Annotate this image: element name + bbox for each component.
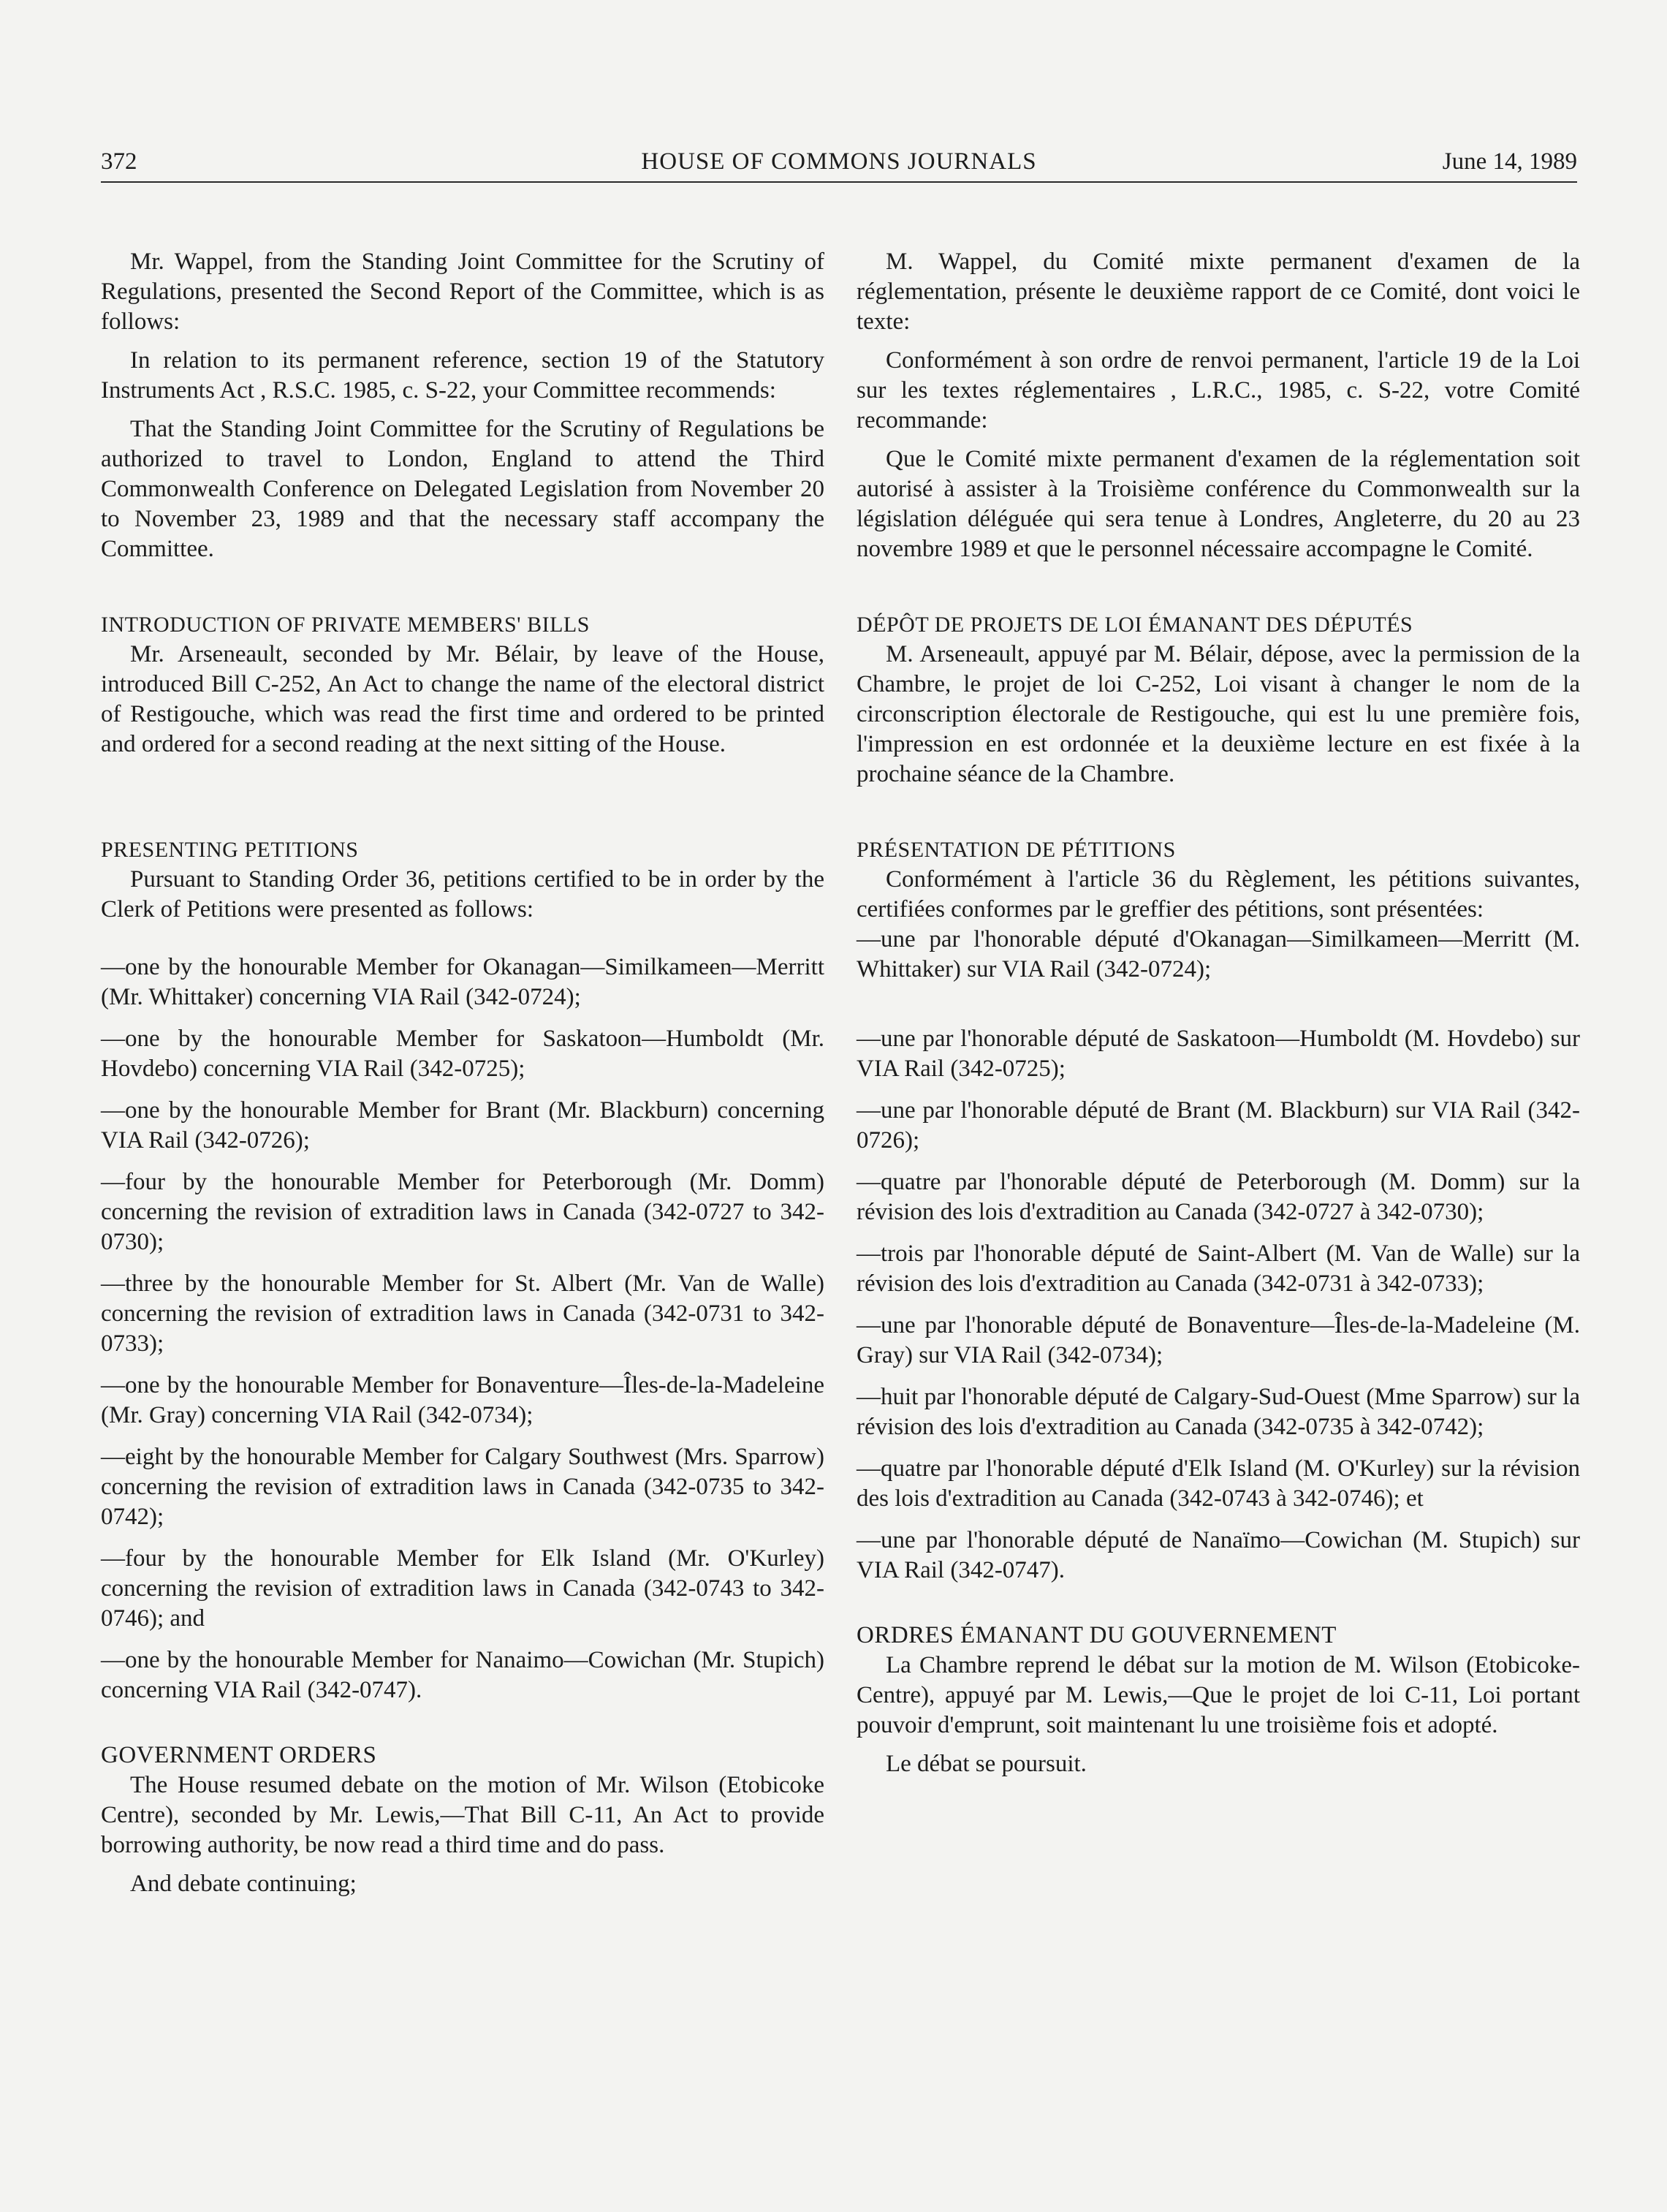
running-header [101, 143, 1577, 180]
committee-intro-fr: M. Wappel, du Comité mixte permanent d'examen de la réglementation, présente le deuxième rapport de ce Comité, dont voici le texte: [857, 249, 1580, 335]
header-rule [101, 181, 1577, 183]
debate-continuing: And debate continuing; [130, 1871, 357, 1897]
petition-item-fr: —une par l'honorable député d'Okanagan—Similkameen—Merritt (M. Whittaker) sur VIA Rail (342-0724); [857, 926, 1580, 982]
committee-recommendation-fr: Que le Comité mixte permanent d'examen de la réglementation soit autorisé à assister à la Troisième conférence du Commonwealth sur la législation déléguée qui sera tenue à Londres, Angleterre, du 20 au 23 novembre 1989 et que le personnel nécessaire accompagne le Comité. [857, 446, 1580, 562]
petition-item: —one by the honourable Member for Nanaimo—Cowichan (Mr. Stupich) concerning VIA Rail (342-0747). [101, 1647, 824, 1703]
petition-item: —three by the honourable Member for St. Albert (Mr. Van de Walle) concerning the revision of extradition laws in Canada (342-0731 to 342-0733); [101, 1270, 824, 1357]
petition-item-fr: —une par l'honorable député de Bonaventure—Îles-de-la-Madeleine (M. Gray) sur VIA Rail (342-0734); [857, 1312, 1580, 1368]
government-heading-fr: ORDRES ÉMANANT DU GOUVERNEMENT [857, 1622, 1337, 1648]
petition-item: —four by the honourable Member for Peterborough (Mr. Domm) concerning the revision of extradition laws in Canada (342-0727 to 342-0730); [101, 1169, 824, 1255]
petition-item: —one by the honourable Member for Brant (Mr. Blackburn) concerning VIA Rail (342-0726); [101, 1097, 824, 1154]
petition-item: —four by the honourable Member for Elk Island (Mr. O'Kurley) concerning the revision of extradition laws in Canada (342-0743 to 342-0746); and [101, 1545, 824, 1632]
petition-item-fr: —quatre par l'honorable député de Peterborough (M. Domm) sur la révision des lois d'extradition au Canada (342-0727 à 342-0730); [857, 1169, 1580, 1225]
petition-item: —one by the honourable Member for Bonaventure—Îles-de-la-Madeleine (Mr. Gray) concerning VIA Rail (342-0734); [101, 1372, 824, 1428]
government-heading: GOVERNMENT ORDERS [101, 1742, 377, 1768]
petition-item: —one by the honourable Member for Saskatoon—Humboldt (Mr. Hovdebo) concerning VIA Rail (342-0725); [101, 1026, 824, 1082]
petition-item-fr: —quatre par l'honorable député d'Elk Island (M. O'Kurley) sur la révision des lois d'extradition au Canada (342-0743 à 342-0746); et [857, 1455, 1580, 1512]
debate-continuing-fr: Le débat se poursuit. [886, 1751, 1087, 1777]
english-column [101, 247, 824, 1899]
french-column [857, 247, 1580, 1779]
petitions-intro: Pursuant to Standing Order 36, petitions certified to be in order by the Clerk of Petitions were presented as follows: [101, 866, 824, 923]
government-text-fr: La Chambre reprend le débat sur la motion de M. Wilson (Etobicoke-Centre), appuyé par M. Lewis,—Que le projet de loi C-11, Loi portant pouvoir d'emprunt, soit maintenant lu une troisième fois et adopté. [857, 1652, 1580, 1738]
petition-item: —one by the honourable Member for Okanagan—Similkameen—Merritt (Mr. Whittaker) concerning VIA Rail (342-0724); [101, 954, 824, 1010]
bills-heading-fr: DÉPÔT DE PROJETS DE LOI ÉMANANT DES DÉPUTÉS [857, 613, 1413, 637]
petition-item-fr: —une par l'honorable député de Saskatoon—Humboldt (M. Hovdebo) sur VIA Rail (342-0725); [857, 1026, 1580, 1082]
committee-reference-fr: Conformément à son ordre de renvoi permanent, l'article 19 de la Loi sur les textes réglementaires , L.R.C., 1985, c. S-22, votre Comité recommande: [857, 347, 1580, 433]
government-text: The House resumed debate on the motion of Mr. Wilson (Etobicoke Centre), seconded by Mr. Lewis,—That Bill C-11, An Act to provide borrowing authority, be now read a third time and do pass. [101, 1772, 824, 1858]
bills-heading: INTRODUCTION OF PRIVATE MEMBERS' BILLS [101, 613, 590, 637]
journal-title: HOUSE OF COMMONS JOURNALS [641, 148, 1037, 175]
petition-item-fr: —huit par l'honorable député de Calgary-Sud-Ouest (Mme Sparrow) sur la révision des lois d'extradition au Canada (342-0735 à 342-0742); [857, 1384, 1580, 1440]
committee-reference: In relation to its permanent reference, section 19 of the Statutory Instruments Act , R.S.C. 1985, c. S-22, your Committee recommends: [101, 347, 824, 404]
petition-item-fr: —trois par l'honorable député de Saint-Albert (M. Van de Walle) sur la révision des lois d'extradition au Canada (342-0731 à 342-0733); [857, 1241, 1580, 1297]
bills-text-fr: M. Arseneault, appuyé par M. Bélair, dépose, avec la permission de la Chambre, le projet de loi C-252, Loi visant à changer le nom de la circonscription électorale de Restigouche, qui est lu une première fois, l'impression en est ordonnée et la deuxième lecture en est fixée à la prochaine séance de la Chambre. [857, 641, 1580, 787]
journal-date: June 14, 1989 [1442, 148, 1577, 175]
bills-text: Mr. Arseneault, seconded by Mr. Bélair, by leave of the House, introduced Bill C-252, An Act to change the name of the electoral district of Restigouche, which was read the first time and ordered to be printed and ordered for a second reading at the next sitting of the House. [101, 641, 824, 757]
petition-item-fr: —une par l'honorable député de Nanaïmo—Cowichan (M. Stupich) sur VIA Rail (342-0747). [857, 1527, 1580, 1583]
petition-item: —eight by the honourable Member for Calgary Southwest (Mrs. Sparrow) concerning the revision of extradition laws in Canada (342-0735 to 342-0742); [101, 1444, 824, 1530]
petitions-heading-fr: PRÉSENTATION DE PÉTITIONS [857, 838, 1176, 862]
petition-item-fr: —une par l'honorable député de Brant (M. Blackburn) sur VIA Rail (342-0726); [857, 1097, 1580, 1154]
committee-recommendation: That the Standing Joint Committee for the Scrutiny of Regulations be authorized to travel to London, England to attend the Third Commonwealth Conference on Delegated Legislation from November 20 to November 23, 1989 and that the necessary staff accompany the Committee. [101, 416, 824, 562]
petitions-intro-fr: Conformément à l'article 36 du Règlement, les pétitions suivantes, certifiées conformes par le greffier des pétitions, sont présentées: [857, 866, 1580, 923]
petitions-heading: PRESENTING PETITIONS [101, 838, 359, 862]
page-number: 372 [101, 148, 137, 175]
committee-intro: Mr. Wappel, from the Standing Joint Committee for the Scrutiny of Regulations, presented the Second Report of the Committee, which is as follows: [101, 249, 824, 335]
